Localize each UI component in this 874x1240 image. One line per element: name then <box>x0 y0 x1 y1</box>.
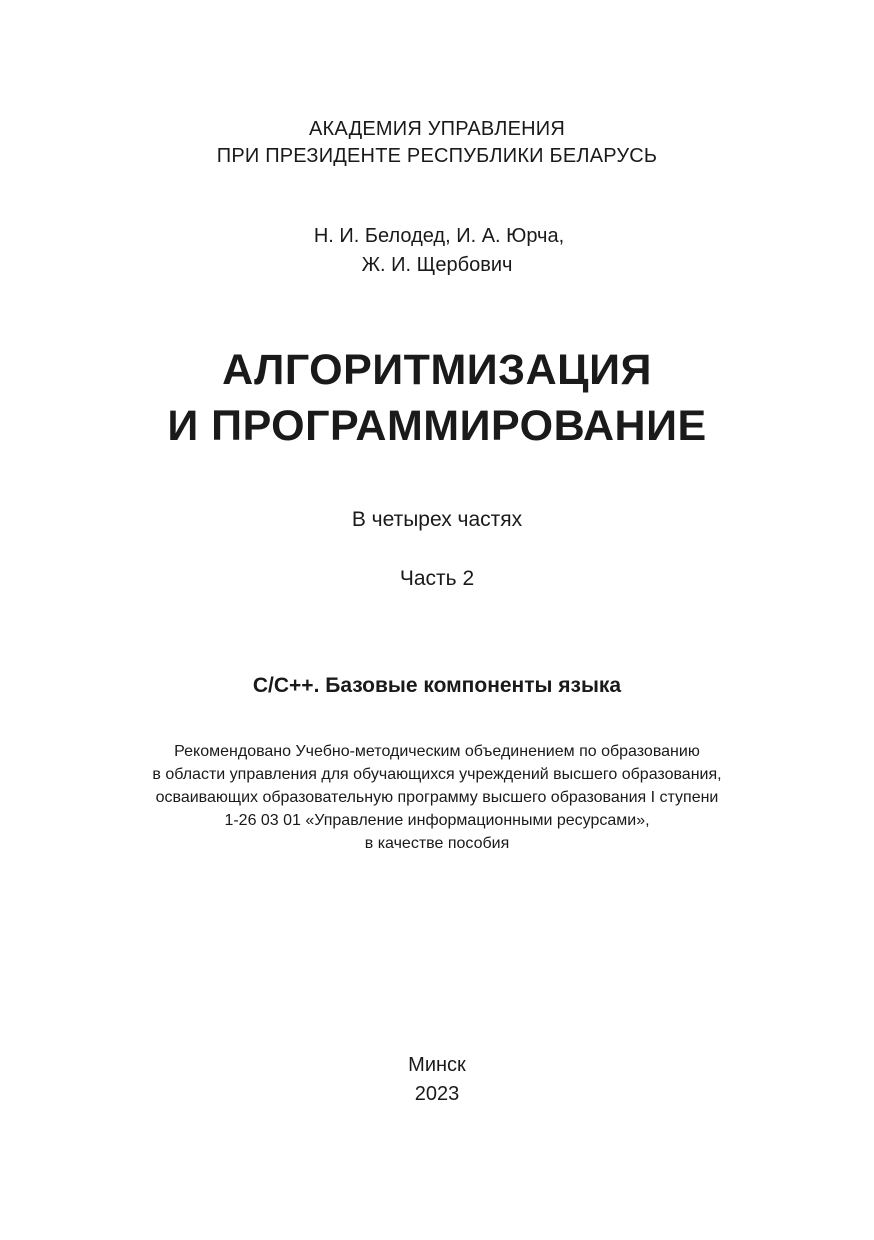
part-number: Часть 2 <box>399 567 475 590</box>
authors <box>0 222 874 280</box>
recommendation-line: Рекомендовано Учебно-методическим объединением по образованию <box>174 743 700 760</box>
book-title-line-1: АЛГОРИТМИЗАЦИЯ <box>222 346 652 394</box>
subtitle: В четырех частях <box>351 508 523 531</box>
recommendation-line: осваивающих образовательную программу высшего образования I ступени <box>155 789 719 806</box>
authors-line-2: Ж. И. Щербович <box>361 254 513 276</box>
part-topic: C/C++. Базовые компоненты языка <box>252 674 622 697</box>
imprint <box>0 1051 874 1109</box>
institution-line-1: АКАДЕМИЯ УПРАВЛЕНИЯ <box>309 118 565 140</box>
book-title-line-2: И ПРОГРАММИРОВАНИЕ <box>167 402 707 450</box>
authors-line-1: Н. И. Белодед, И. А. Юрча, <box>313 225 565 247</box>
recommendation-line: 1-26 03 01 «Управление информационными ресурсами», <box>224 812 650 829</box>
recommendation-line: в области управления для обучающихся учреждений высшего образования, <box>152 766 722 783</box>
institution-line-2: ПРИ ПРЕЗИДЕНТЕ РЕСПУБЛИКИ БЕЛАРУСЬ <box>216 145 658 167</box>
book-title <box>0 342 874 454</box>
institution-name <box>0 116 874 170</box>
recommendation-note <box>0 740 874 855</box>
imprint-year: 2023 <box>414 1083 460 1105</box>
recommendation-line: в качестве пособия <box>364 835 510 852</box>
imprint-city: Минск <box>408 1054 466 1076</box>
